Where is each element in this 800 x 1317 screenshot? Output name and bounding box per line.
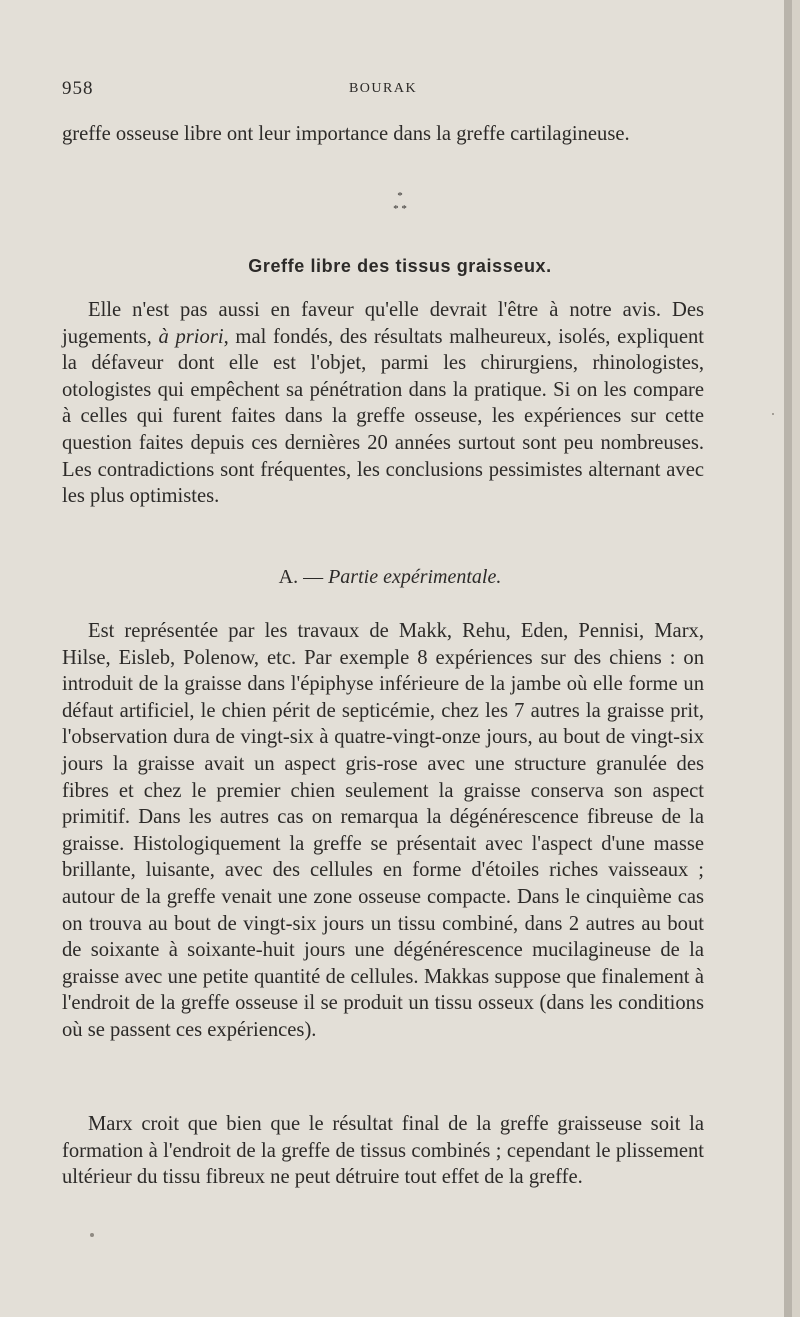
- asterism-top: *: [397, 190, 403, 202]
- running-head: BOURAK: [348, 81, 418, 96]
- paragraph-experiments: Est représentée par les travaux de Makk, Rehu, Eden, Pennisi, Marx, Hilse, Eisleb, Polenow, etc. Par exemple 8 expériences sur des chiens : on introduit de la graisse dans l'épiphyse inférieure de la jambe où elle forme un défaut artificiel, le chien périt de septicémie, chez les 7 autres la graisse prit, l'observation dura de vingt-six à quatre-vingt-onze jours, au bout de vingt-six jours la graisse avait un aspect gris-rose avec une structure granulée des fibres et chez le premier chien seulement la graisse conserva son aspect primitif. Dans les autres cas on remarqua la dégénérescence fibreuse de la graisse. Histologiquement la greffe se présentait avec l'aspect d'une masse brillante, luisante, avec des cellules en forme d'étoiles riches vaisseaux ; autour de la greffe venait une zone osseuse compacte. Dans le cinquième cas on trouva au bout de vingt-six jours un tissu combiné, dans 2 autres au bout de soixante à soixante-huit jours une dégénérescence mucilagineuse de la graisse avec une petite quantité de cellules. Makkas suppose que finalement à l'endroit de la greffe osseuse il se produit un tissu osseux (dans les conditions où se passent ces expériences).: [62, 620, 704, 1041]
- asterism-bottom: * *: [393, 203, 407, 215]
- intro-paragraph: [62, 297, 704, 510]
- paper-speck: [90, 1233, 94, 1237]
- paragraph-marx: Marx croit que bien que le résultat final de la greffe graisseuse soit la formation à l'endroit de la greffe de tissus combinés ; cependant le plissement ultérieur du tissu fibreux ne peut détruire tout effet de la greffe.: [62, 1113, 704, 1189]
- subsection-title: Partie expérimentale.: [328, 566, 502, 588]
- section-title: Greffe libre des tissus graisseux.: [248, 256, 552, 276]
- continuation-text: greffe osseuse libre ont leur importance dans la greffe cartilagineuse.: [62, 123, 630, 145]
- subsection-heading: [0, 566, 780, 589]
- intro-italic: à priori: [158, 325, 224, 348]
- page-number: 958: [62, 78, 94, 99]
- subsection-label: A. —: [278, 566, 324, 588]
- paper-speck: [772, 413, 774, 415]
- intro-text-rest: , mal fondés, des résultats malheureux, isolés, expliquent la défaveur dont elle est l'objet, parmi les chirurgiens, rhinologistes, otologistes qui empêchent sa pénétration dans la pratique. Si on les compare à celles qui furent faites dans la greffe osseuse, les expériences sur cette question faites depuis ces dernières 20 années surtout sont peu nombreuses. Les contradictions sont fréquentes, les conclusions pessimistes alternant avec les plus optimistes.: [62, 325, 704, 508]
- asterism-separator: [0, 190, 800, 216]
- page-header: [62, 78, 704, 102]
- intro-text: Elle n'est pas aussi en faveur qu'elle devrait l'être à notre avis. Des jugements,: [62, 299, 704, 348]
